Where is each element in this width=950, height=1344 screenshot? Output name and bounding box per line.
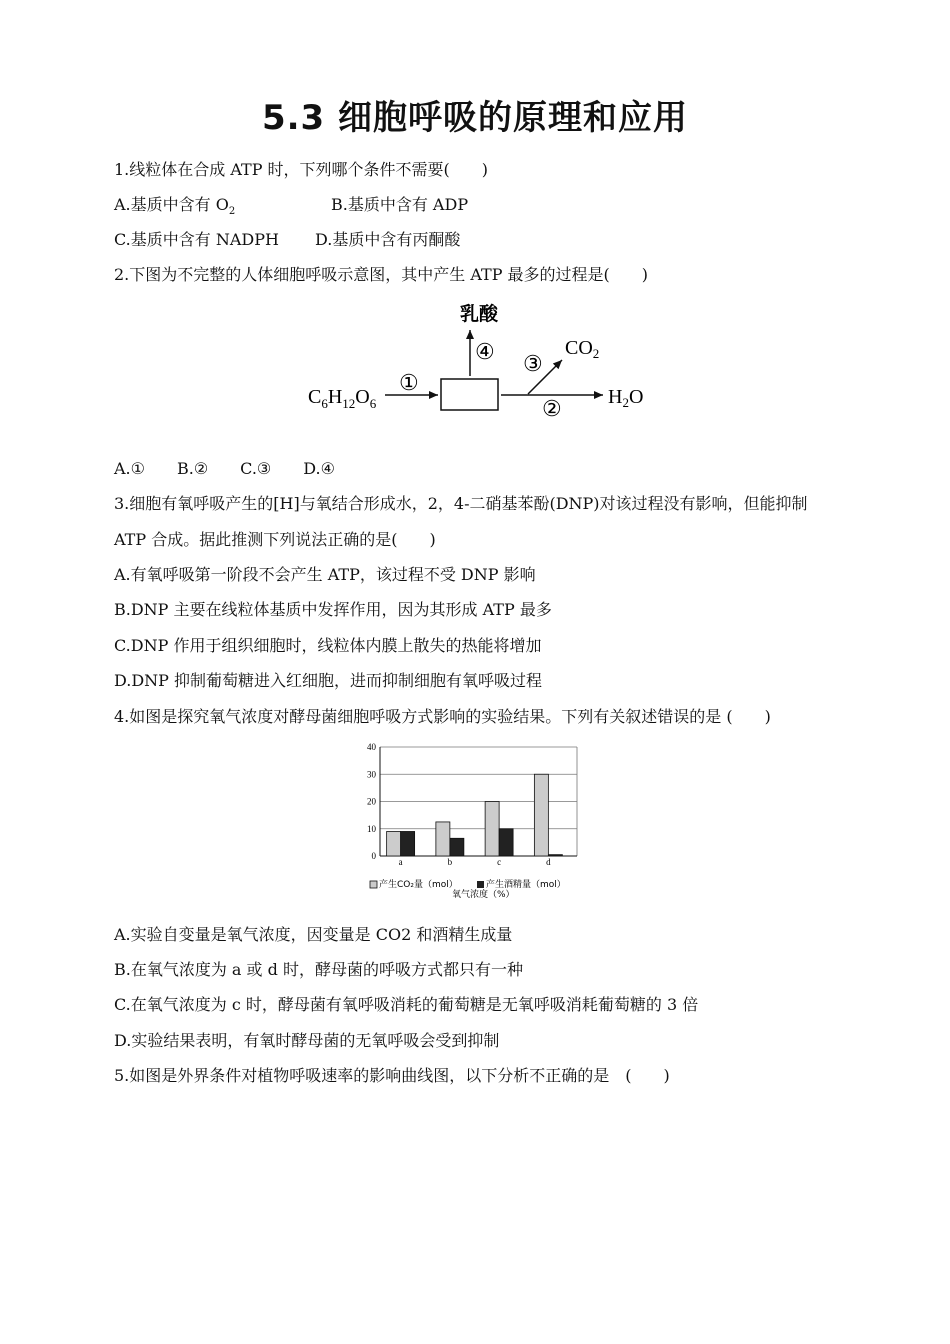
intermediate-box <box>441 379 498 410</box>
lactic-acid-label: 乳酸 <box>460 303 499 325</box>
co2-sub: 2 <box>592 346 600 361</box>
bar-co2-c <box>485 802 499 857</box>
q1-stem: 1.线粒体在合成 ATP 时，下列哪个条件不需要( ) <box>114 160 489 179</box>
h2o-sub: 2 <box>622 395 629 410</box>
q1-option-d: D.基质中含有丙酮酸 <box>315 230 461 249</box>
q3-option-a: A.有氧呼吸第一阶段不会产生 ATP，该过程不受 DNP 影响 <box>114 565 536 584</box>
q4-option-b: B.在氧气浓度为 a 或 d 时，酵母菌的呼吸方式都只有一种 <box>114 960 523 979</box>
h2o-o: O <box>628 386 644 408</box>
h2o-h: H <box>608 386 623 408</box>
bar-alcohol-d <box>548 855 562 856</box>
step-3-label: ③ <box>523 351 543 376</box>
q3-stem-line1: 3.细胞有氧呼吸产生的[H]与氧结合形成水，2，4-二硝基苯酚(DNP)对该过程没有影响，但能抑制 <box>114 494 808 513</box>
q2-stem: 2.下图为不完整的人体细胞呼吸示意图，其中产生 ATP 最多的过程是( ) <box>114 265 649 284</box>
glucose-o: O <box>355 386 370 408</box>
oxygen-bar-chart <box>360 738 590 898</box>
step-2-label: ② <box>542 396 562 421</box>
bar-alcohol-a <box>401 831 415 856</box>
y-tick-label: 0 <box>371 851 376 861</box>
legend-co2-label: 产生CO₂量（mol） <box>379 880 458 890</box>
q4-stem: 4.如图是探究氧气浓度对酵母菌细胞呼吸方式影响的实验结果。下列有关叙述错误的是 ( ) <box>114 707 771 726</box>
co2-base: CO <box>565 337 593 359</box>
bar-co2-a <box>387 831 401 856</box>
y-tick-label: 20 <box>367 796 376 807</box>
q1-option-c: C.基质中含有 NADPH <box>114 230 279 249</box>
q1-option-a-sub: 2 <box>228 206 236 218</box>
bar-co2-b <box>436 822 450 856</box>
step-1-label: ① <box>399 370 419 395</box>
bar-alcohol-c <box>499 829 513 856</box>
y-tick-label: 10 <box>367 823 376 834</box>
y-tick-label: 30 <box>367 769 376 780</box>
q2-options: A.① B.② C.③ D.④ <box>114 459 335 478</box>
legend-co2-swatch <box>370 881 377 888</box>
q1-option-a <box>114 195 235 222</box>
chart-xlabel: 氧气浓度（%） <box>452 890 515 898</box>
respiration-diagram <box>300 298 660 428</box>
q4-option-d: D.实验结果表明，有氧时酵母菌的无氧呼吸会受到抑制 <box>114 1031 500 1050</box>
bar-alcohol-b <box>450 838 464 856</box>
x-tick-label: b <box>447 857 453 867</box>
q3-option-b: B.DNP 主要在线粒体基质中发挥作用，因为其形成 ATP 最多 <box>114 600 552 619</box>
glucose-h: H <box>327 386 343 408</box>
glucose-h-sub: 12 <box>342 396 356 411</box>
co2-label <box>565 337 599 361</box>
legend-alcohol-swatch <box>477 881 484 888</box>
q3-option-c: C.DNP 作用于组织细胞时，线粒体内膜上散失的热能将增加 <box>114 636 542 655</box>
page-title: 5.3 细胞呼吸的原理和应用 <box>261 98 689 138</box>
glucose-label <box>308 386 377 411</box>
y-tick-label: 40 <box>367 742 376 752</box>
glucose-c-sub: 6 <box>321 396 328 411</box>
step-4-label: ④ <box>475 339 495 364</box>
glucose-o-sub: 6 <box>369 396 377 411</box>
q4-option-c: C.在氧气浓度为 c 时，酵母菌有氧呼吸消耗的葡萄糖是无氧呼吸消耗葡萄糖的 3 倍 <box>114 995 699 1014</box>
x-tick-label: d <box>546 857 551 867</box>
q4-option-a: A.实验自变量是氧气浓度，因变量是 CO2 和酒精生成量 <box>114 925 513 944</box>
legend-alcohol-label: 产生酒精量（mol） <box>486 880 566 890</box>
q3-stem-line2: ATP 合成。据此推测下列说法正确的是( ) <box>114 530 436 549</box>
q1-option-b: B.基质中含有 ADP <box>331 195 469 214</box>
q3-option-d: D.DNP 抑制葡萄糖进入红细胞，进而抑制细胞有氧呼吸过程 <box>114 671 543 690</box>
bar-co2-d <box>534 774 548 856</box>
x-tick-label: a <box>398 857 403 867</box>
q5-stem: 5.如图是外界条件对植物呼吸速率的影响曲线图，以下分析不正确的是 ( ) <box>114 1066 670 1085</box>
x-tick-label: c <box>497 857 502 867</box>
q1-option-a-text: A.基质中含有 O <box>114 195 229 214</box>
glucose-c: C <box>308 386 322 408</box>
h2o-label <box>608 386 643 410</box>
